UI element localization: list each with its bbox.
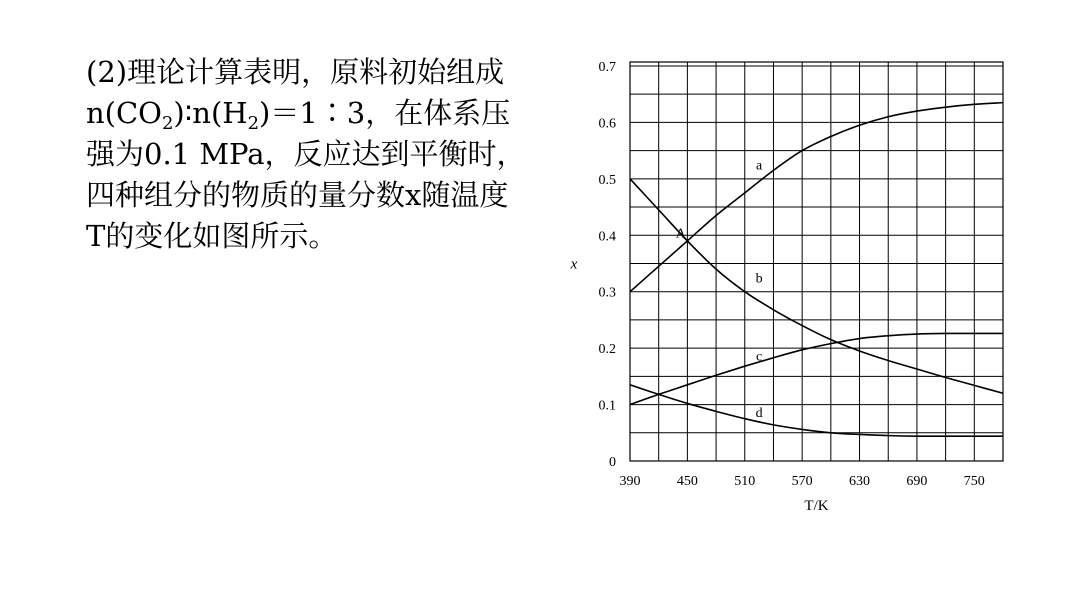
curve-label-a: a xyxy=(756,158,763,174)
question-text xyxy=(86,52,556,257)
x-tick-label: 570 xyxy=(791,474,813,489)
y-tick-label: 0.3 xyxy=(598,285,616,301)
y-axis-label: x xyxy=(570,256,578,273)
chart-annotations xyxy=(676,159,763,421)
chart-tick-labels xyxy=(599,60,985,489)
x-tick-label: 510 xyxy=(734,474,756,489)
question-line xyxy=(86,175,556,216)
series-curve-b xyxy=(630,179,1003,393)
x-tick-label: 690 xyxy=(906,474,928,489)
series-curve-c xyxy=(630,333,1003,404)
chart-grid xyxy=(630,62,1003,461)
question-line xyxy=(86,93,556,134)
curve-label-c: c xyxy=(756,349,763,365)
subscript: 2 xyxy=(161,113,174,134)
question-text-run: )＝1∶3，在体系压 xyxy=(259,96,511,130)
y-tick-label: 0.4 xyxy=(598,229,616,245)
x-tick-label: 750 xyxy=(963,474,985,489)
x-tick-label: 630 xyxy=(849,474,871,489)
mole-fraction-chart xyxy=(560,50,1030,530)
y-tick-label: 0.1 xyxy=(598,398,616,414)
x-axis-label: T/K xyxy=(804,498,829,514)
y-tick-label: 0.7 xyxy=(598,59,616,75)
question-line xyxy=(86,134,556,175)
question-text-run: T的变化如图所示。 xyxy=(86,219,338,253)
y-tick-label: 0.6 xyxy=(598,116,616,132)
question-text-run: n(CO xyxy=(86,96,162,130)
plot-frame xyxy=(630,62,1003,461)
y-tick-label: 0 xyxy=(609,455,616,470)
question-line xyxy=(86,52,556,93)
curve-label-b: b xyxy=(755,271,763,287)
question-text-run: )∶n(H xyxy=(173,96,248,130)
curve-label-A: A xyxy=(675,226,686,242)
question-text-run: 四种组分的物质的量分数x随温度 xyxy=(86,178,509,212)
x-tick-label: 390 xyxy=(619,474,641,489)
y-tick-label: 0.5 xyxy=(598,172,616,188)
y-tick-label: 0.2 xyxy=(598,342,616,358)
subscript: 2 xyxy=(247,113,260,134)
x-tick-label: 450 xyxy=(676,474,698,489)
curve-label-d: d xyxy=(755,405,763,421)
question-text-run: 强为0.1 MPa，反应达到平衡时， xyxy=(86,137,526,171)
series-curve-d xyxy=(630,385,1003,436)
chart-series xyxy=(630,103,1003,437)
question-line xyxy=(86,216,556,257)
question-text-run: (2)理论计算表明，原料初始组成 xyxy=(86,55,505,89)
